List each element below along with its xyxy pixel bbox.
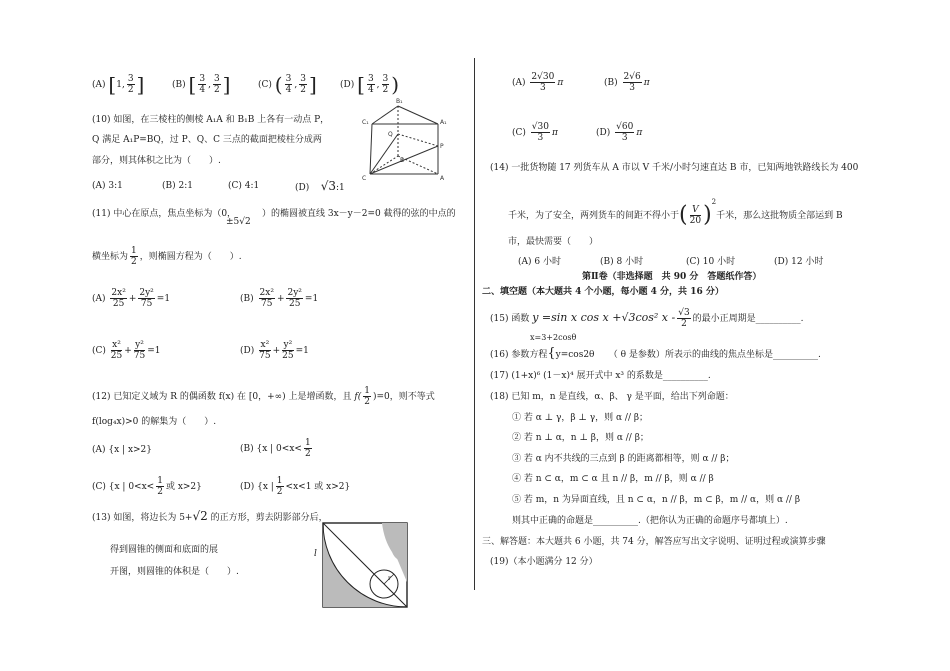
q18-proposition-4: ④ 若 n ⊂ α，m ⊂ α 且 n // β，m // β，则 α // β bbox=[512, 474, 714, 484]
q11-option-d: (D) $\frac{\text{x²}}{75}$ + $\frac{\text{y²}}{25}$ =1 bbox=[240, 340, 309, 361]
q11-option-c: (C) $\frac{\text{x²}}{25}$ + $\frac{\text{y²}}{75}$ =1 bbox=[92, 340, 161, 361]
column-divider bbox=[474, 58, 475, 590]
q11-line1: (11) 中心在原点，焦点坐标为（0， bbox=[92, 209, 237, 219]
q10-option-c: (C) 4:1 bbox=[228, 181, 260, 191]
q19-line: (19)（本小题满分 12 分） bbox=[490, 557, 598, 567]
q16-line: (16) 参数方程{y=cos2θ （ θ 是参数）所表示的曲线的焦点坐标是__________. bbox=[490, 346, 821, 361]
q12-option-d: (D) {x | $\frac{1}{2}$ <x<1 或 x>2} bbox=[240, 476, 351, 497]
q15-line: (15) 函数 y =sin x cos x +√3cos² x - $\frac{√3}{2}$ 的最小正周期是__________. bbox=[490, 308, 804, 329]
q9-option-b: (B) [ $\frac{3}{4}$ , $\frac{3}{2}$ ] bbox=[172, 72, 231, 97]
q13-option-d: (D) $\frac{√60}{3}$ π bbox=[596, 122, 643, 143]
q10-option-a: (A) 3:1 bbox=[92, 181, 123, 191]
q9-option-a: (A) [1, $\frac{3}{2}$ ] bbox=[92, 72, 145, 97]
q10-option-d: (D) √3:1 bbox=[295, 179, 345, 193]
q12-option-b: (B) {x | 0<x< $\frac{1}{2}$ bbox=[240, 438, 311, 459]
part-two-heading: 第Ⅱ卷（非选择题 共 90 分 答题纸作答） bbox=[582, 272, 762, 282]
q11-line1-end: ）的椭圆被直线 3x－y－2=0 截得的弦的中点的 bbox=[262, 209, 456, 219]
q17-line: (17) (1+x)⁶ (1－x)⁴ 展开式中 x³ 的系数是__________. bbox=[490, 371, 711, 381]
q11-focus: ±5√2 bbox=[226, 217, 251, 227]
q10-line1: (10) 如图，在三棱柱的侧棱 A₁A 和 B₁B 上各有一动点 P， bbox=[92, 115, 330, 125]
svg-text:C₁: C₁ bbox=[362, 119, 369, 126]
q9-option-c: (C) ( $\frac{3}{4}$ , $\frac{3}{2}$ ] bbox=[258, 72, 317, 97]
figure-label-l: l bbox=[314, 549, 317, 559]
q13-option-a: (A) $\frac{2√30}{3}$ π bbox=[512, 72, 564, 93]
svg-text:r: r bbox=[388, 575, 391, 582]
svg-text:Q: Q bbox=[388, 131, 393, 138]
svg-text:A₁: A₁ bbox=[440, 119, 447, 126]
q14-option-a: (A) 6 小时 bbox=[518, 257, 561, 267]
q14-line3: 市，最快需要（ ） bbox=[508, 237, 599, 247]
q16-x-equation: x=3+2cosθ bbox=[530, 333, 577, 342]
square-cone-figure bbox=[322, 522, 408, 608]
q13-line2: 得到圆锥的侧面和底面的展 bbox=[110, 545, 219, 555]
q18-proposition-3: ③ 若 α 内不共线的三点到 β 的距离都相等，则 α // β； bbox=[512, 454, 735, 464]
svg-text:B: B bbox=[400, 157, 405, 164]
q18-proposition-5: ⑤ 若 m，n 为异面直线，且 n ⊂ α，n // β，m ⊂ β，m // α，则 α // β bbox=[512, 495, 801, 505]
q14-line1: (14) 一批货物随 17 列货车从 A 市以 V 千米/小时匀速直达 B 市，已知两地铁路线长为 400 bbox=[490, 163, 859, 173]
svg-text:P: P bbox=[440, 143, 444, 150]
svg-text:A: A bbox=[440, 175, 445, 182]
q14-option-c: (C) 10 小时 bbox=[686, 257, 736, 267]
q14-option-b: (B) 8 小时 bbox=[600, 257, 644, 267]
q13-option-c: (C) $\frac{√30}{3}$ π bbox=[512, 122, 558, 143]
fill-in-section-heading: 二、填空题（本大题共 4 个小题，每小题 4 分，共 16 分） bbox=[482, 287, 724, 297]
q10-option-b: (B) 2:1 bbox=[162, 181, 193, 191]
q18-proposition-1: ① 若 α ⊥ γ，β ⊥ γ，则 α // β； bbox=[512, 413, 649, 423]
q10-line3: 部分，则其体积之比为（ ）. bbox=[92, 156, 221, 166]
q12-line2: f(log₄x)>0 的解集为（ ）. bbox=[92, 417, 217, 427]
q9-option-d: (D) [ $\frac{3}{4}$ , $\frac{3}{2}$ ) bbox=[340, 72, 400, 97]
q13-option-b: (B) $\frac{2√6}{3}$ π bbox=[604, 72, 650, 93]
q14-line2: 千米，为了安全，两列货车的间距不得小于( $\frac{V}{20}$ )$^2$千米，那么这批物质全部运到 B bbox=[508, 198, 843, 228]
q13-line3: 开图，则圆锥的体积是（ ）. bbox=[110, 567, 239, 577]
q12-line1: (12) 已知定义域为 R 的偶函数 f(x) 在 [0，+∞) 上是增函数，且 f( $\frac{1}{2}$ )=0，则不等式 bbox=[92, 386, 435, 407]
svg-text:B₁: B₁ bbox=[396, 98, 403, 105]
q18-answer-line: 则其中正确的命题是__________.（把你认为正确的命题序号都填上）. bbox=[512, 516, 788, 526]
answer-section-heading: 三、解答题：本大题共 6 小题，共 74 分，解答应写出文字说明、证明过程或演算步骤 bbox=[482, 537, 826, 547]
q13-line1: (13) 如图，将边长为 5+√2 的正方形，剪去阴影部分后， bbox=[92, 509, 328, 523]
svg-text:C: C bbox=[362, 175, 367, 182]
q11-option-a: (A) $\frac{\text{2x²}}{25}$ + $\frac{\text{2y²}}{75}$ =1 bbox=[92, 288, 171, 309]
q18-proposition-2: ② 若 n ⊥ α，n ⊥ β，则 α // β； bbox=[512, 433, 649, 443]
q18-line: (18) 已知 m，n 是直线，α、β、 γ 是平面，给出下列命题： bbox=[490, 392, 734, 402]
q10-line2: Q 满足 A₁P=BQ，过 P、Q、C 三点的截面把棱柱分成两 bbox=[92, 135, 322, 145]
q11-option-b: (B) $\frac{\text{2x²}}{75}$ + $\frac{\text{2y²}}{25}$ =1 bbox=[240, 288, 319, 309]
q14-option-d: (D) 12 小时 bbox=[774, 257, 824, 267]
q12-option-c: (C) {x | 0<x< $\frac{1}{2}$ 或 x>2} bbox=[92, 476, 202, 497]
q12-option-a: (A) {x | x>2} bbox=[92, 445, 153, 455]
prism-figure bbox=[358, 96, 454, 184]
q11-line2: 横坐标为 $\frac{1}{2}$ ，则椭圆方程为（ ）. bbox=[92, 246, 242, 267]
